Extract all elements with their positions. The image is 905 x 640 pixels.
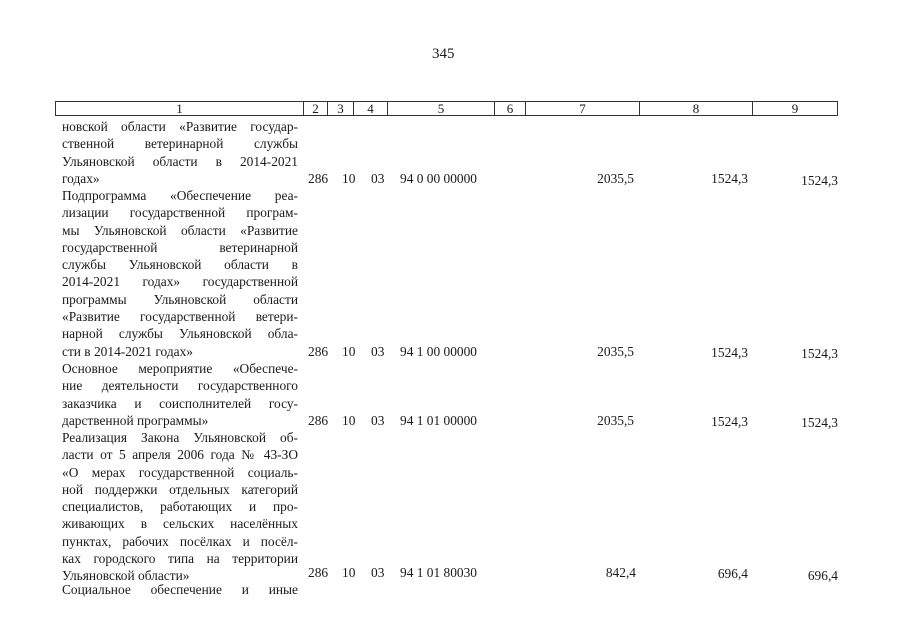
cell-col-3: 10 [342,565,356,580]
text-line: пунктах, рабочих посёлках и посёл- [62,533,298,549]
cell-col-3: 10 [342,413,356,428]
text-line: Подпрограмма «Обеспечение реа- [62,188,298,203]
header-col-6: 6 [495,102,526,115]
cell-col-7: 2035,5 [597,344,634,359]
header-col-1: 1 [56,102,304,115]
cell-col-8: 696,4 [717,566,748,581]
text-line: Основное мероприятие «Обеспече- [62,361,298,376]
cell-col-3: 10 [342,344,356,359]
header-col-9: 9 [791,101,799,116]
text-line: сти в 2014-2021 годах» [62,343,193,359]
text-line: годах» [62,170,100,186]
header-col-4: 4 [354,102,388,115]
text-line: 2014-2021 годах» государственной [62,274,298,290]
cell-col-4: 03 [371,171,385,186]
text-line: Ульяновской области» [62,568,190,584]
cell-col-9: 696,4 [807,568,838,583]
header-col-8: 8 [640,102,753,115]
text-line: лизации государственной програм- [62,205,298,221]
page-number: 345 [432,46,455,62]
text-line: государственной ветеринарной [62,239,298,255]
header-col-2: 2 [304,102,328,115]
text-line: программы Ульяновской области [62,291,298,307]
row-description [62,360,298,429]
header-col-7: 7 [526,102,640,115]
row-description [62,429,298,585]
cell-col-5: 94 0 00 00000 [400,171,477,186]
text-line: заказчика и соисполнителей госу- [62,395,298,411]
text-line: ласти от 5 апреля 2006 года № 43-ЗО [62,447,298,463]
text-line: живающих в сельских населённых [62,516,298,532]
text-line: Реализация Закона Ульяновской об- [62,430,298,445]
cell-col-2: 286 [308,344,329,359]
row-description [62,187,298,360]
cell-col-7: 842,4 [605,565,636,580]
cell-col-4: 03 [371,413,385,428]
cell-col-2: 286 [308,565,329,580]
cell-col-3: 10 [342,171,356,186]
cell-col-8: 1524,3 [711,171,748,186]
text-line: Социальное обеспечение и иные [62,582,298,597]
header-col-5: 5 [388,102,495,115]
cell-col-5: 94 1 01 80030 [400,565,477,580]
cell-col-9: 1524,3 [801,173,838,188]
text-line: ние деятельности государственного [62,378,298,394]
cell-col-5: 94 1 01 00000 [400,413,477,428]
text-line: ной поддержки отдельных категорий [62,481,298,497]
cell-col-9: 1524,3 [801,346,838,361]
text-line: мы Ульяновской области «Развитие [62,222,298,238]
text-line: Ульяновской области в 2014-2021 [62,153,298,169]
cell-col-2: 286 [308,171,329,186]
cell-col-2: 286 [308,413,329,428]
header-col-3: 3 [328,102,354,115]
row-description [62,581,298,598]
row-description [62,118,298,187]
table-header-row [55,101,838,116]
cell-col-9: 1524,3 [801,415,838,430]
text-line: специалистов, работающих и про- [62,499,298,515]
cell-col-8: 1524,3 [711,345,748,360]
cell-col-8: 1524,3 [711,414,748,429]
text-line: службы Ульяновской области в [62,257,298,273]
cell-col-5: 94 1 00 00000 [400,344,477,359]
text-line: ственной ветеринарной службы [62,136,298,152]
cell-col-4: 03 [371,344,385,359]
text-line: «О мерах государственной социаль- [62,464,298,480]
text-line: новской области «Развитие государ- [62,119,298,134]
text-line: нарной службы Ульяновской обла- [62,326,298,342]
cell-col-7: 2035,5 [597,171,634,186]
text-line: дарственной программы» [62,412,209,428]
cell-col-4: 03 [371,565,385,580]
text-line: ках городского типа на территории [62,551,298,567]
text-line: «Развитие государственной ветери- [62,309,298,325]
cell-col-7: 2035,5 [597,413,634,428]
